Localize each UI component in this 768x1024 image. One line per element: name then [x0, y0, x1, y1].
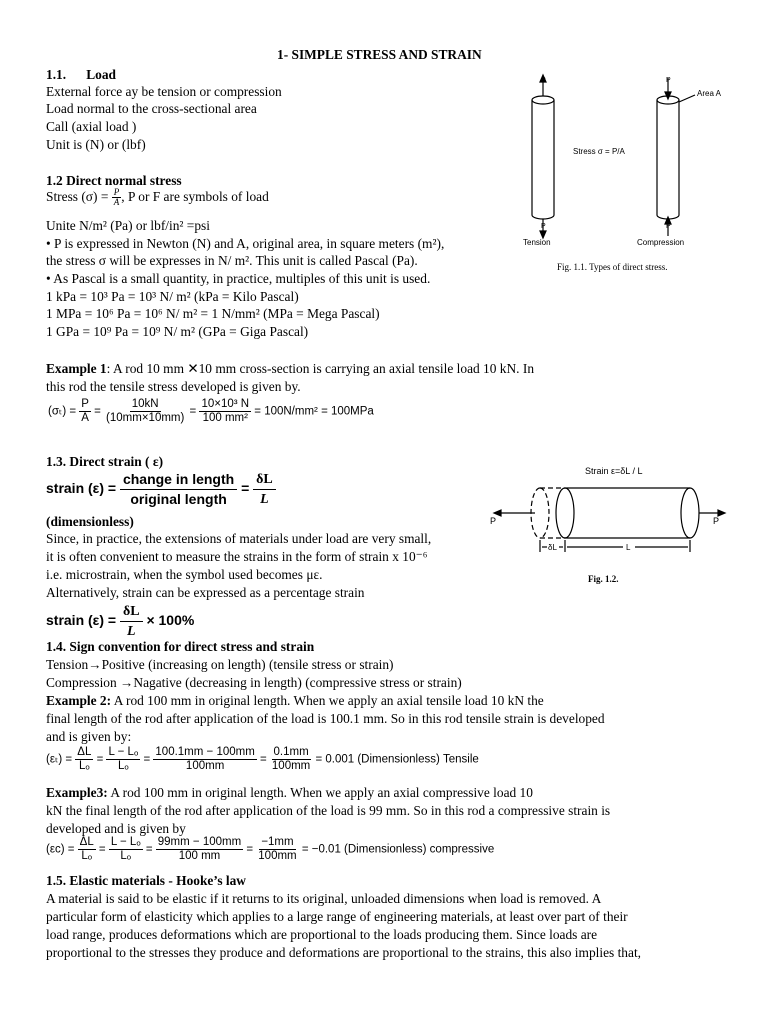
- ex3-frac-2: [109, 836, 143, 863]
- strain-para-3: i.e. microstrain, when the symbol used becomes με.: [46, 567, 323, 582]
- example-3-label: Example3:: [46, 785, 108, 800]
- ex2-f1-num: ΔL: [77, 746, 92, 758]
- ex3-rhs: = −0.01 (Dimensionless) compressive: [301, 843, 495, 856]
- example-3-text-3: developed and is given by: [46, 821, 186, 836]
- strain-frac2-num: δL: [253, 470, 276, 490]
- ex1-f1-den: A: [81, 412, 89, 424]
- ex2-f4-den: 100mm: [271, 760, 311, 772]
- ex2-f2-den: Lₒ: [118, 760, 129, 772]
- ex2-f3-num: 100.1mm − 100mm: [155, 746, 255, 758]
- ex2-lhs: (εₜ) =: [46, 753, 73, 766]
- ex1-frac-3: [199, 398, 251, 425]
- sign-tension: Tension→Positive (increasing on length) (tensile stress or strain): [46, 657, 394, 672]
- ex2-frac-4: [270, 746, 312, 773]
- section-1-5-heading: 1.5. Elastic materials - Hooke’s law: [46, 873, 246, 888]
- fig-1-2-diagram: [485, 460, 735, 590]
- pct-suffix: × 100%: [146, 612, 195, 629]
- section-1-2-heading: 1.2 Direct normal stress: [46, 173, 182, 188]
- fig11-tension-label: Tension: [523, 238, 551, 247]
- section-1-1-heading: [46, 66, 116, 84]
- ex1-f3-den: 100 mm²: [202, 412, 248, 424]
- ex1-f1-num: P: [81, 398, 89, 410]
- ex2-frac-2: [106, 746, 140, 773]
- gpa-line: 1 GPa = 10⁹ Pa = 10⁹ N/ m² (GPa = Giga Pascal): [46, 324, 309, 339]
- pct-prefix: strain (ε) =: [46, 612, 117, 629]
- ex2-frac-3: [153, 746, 256, 773]
- fig11-stress-label: Stress σ = P/A: [573, 147, 625, 156]
- ex1-f2-den: (10mm×10mm): [106, 412, 185, 424]
- ex3-frac-3: [156, 836, 243, 863]
- dimensionless-label: (dimensionless): [46, 514, 134, 529]
- bullet-1b: the stress σ will be expresses in N/ m². This unit is called Pascal (Pa).: [46, 253, 418, 268]
- ex3-f3-num: 99mm − 100mm: [157, 836, 242, 848]
- example-2-label: Example 2:: [46, 693, 112, 708]
- ex3-f4-den: 100mm: [258, 850, 297, 862]
- section-1-3-heading: 1.3. Direct strain ( ε): [46, 454, 164, 469]
- ex1-frac-2: [104, 398, 186, 425]
- fig12-p-right: P: [713, 516, 720, 526]
- ex3-f2-num: L − Lₒ: [110, 836, 141, 848]
- stress-fraction: [112, 188, 122, 207]
- stress-frac-num: P: [113, 187, 120, 198]
- stress-frac-den: A: [113, 197, 120, 208]
- ex1-frac-1: [79, 398, 91, 425]
- ex3-frac-1: [78, 836, 96, 863]
- load-line-2: Load normal to the cross-sectional area: [46, 101, 257, 116]
- fig12-strain-label: Strain ε=δL / L: [585, 466, 643, 476]
- example-1-equation: (σₜ) = $\frac{P}{A}$ = $\frac{10kN}{(10mm\times 10mm)}$ = $\frac{\text{10×10³ N}}{\text{100 mm²}}$ = 100N/mm² = 100MPa: [48, 398, 374, 424]
- example-2-text-2: final length of the rod after application of the load is 100.1 mm. So in this rod tensile strain is developed: [46, 711, 605, 726]
- percent-strain: [46, 602, 194, 641]
- sign-compression: Compression →Nagative (decreasing in length) (compressive stress or strain): [46, 675, 462, 690]
- example-1-text-1: : A rod 10 mm ✕10 mm cross-section is carrying an axial tensile load 10 kN. In: [106, 361, 535, 376]
- fig12-dl-label: δL: [548, 543, 557, 552]
- example-1-label: Example 1: [46, 361, 107, 376]
- ex2-f3-den: 100mm: [185, 760, 225, 772]
- example-3-text-2: kN the final length of the rod after application of the load is 99 mm. So in this rod a compressive strain is: [46, 803, 611, 818]
- strain-frac-den: original length: [130, 491, 227, 507]
- fig11-area-label: Area A: [697, 89, 722, 98]
- example-3-text-1: A rod 100 mm in original length. When we apply an axial compressive load 10: [107, 785, 533, 800]
- ex1-rhs: = 100N/mm² = 100MPa: [254, 405, 374, 418]
- ex2-f1-den: Lₒ: [78, 760, 90, 772]
- example-2-line-1: [46, 692, 544, 710]
- stress-prefix: Stress (σ) =: [46, 189, 109, 204]
- ex3-f1-den: Lₒ: [81, 850, 93, 862]
- load-line-1: External force ay be tension or compression: [46, 84, 282, 99]
- ex1-f2-num: 10kN: [131, 398, 159, 410]
- example-3-equation: (εc) = $\frac{\Delta L}{\text{Lₒ}}$ = $\frac{\text{L − Lₒ}}{\text{Lₒ}}$ = $\frac{99mm - 100mm}{100 mm}$ = $\frac{-1mm}{100mm}$ = −0.01 (Dimensionless) compressive: [46, 836, 495, 862]
- page-title: 1- SIMPLE STRESS AND STRAIN: [277, 47, 482, 62]
- stress-definition: [46, 188, 269, 207]
- fig11-compression-label: Compression: [637, 238, 685, 247]
- example-1-line-1: [46, 360, 534, 378]
- strain-prefix: strain (ε) =: [46, 480, 117, 497]
- hooke-line-3: load range, produces deformations which are proportional to the loads producing them. Since loads are: [46, 927, 598, 942]
- stress-suffix: , P or F are symbols of load: [121, 189, 269, 204]
- pct-frac-den: L: [126, 624, 136, 639]
- example-3-line-1: [46, 784, 533, 802]
- fig12-p-left: P: [490, 516, 497, 526]
- tension-cylinder: [532, 75, 554, 238]
- fig-1-1-diagram: [515, 70, 735, 280]
- ex1-f3-num: 10×10³ N: [201, 398, 250, 410]
- ex2-frac-1: [75, 746, 93, 773]
- fig11-caption: Fig. 1.1. Types of direct stress.: [557, 262, 668, 272]
- ex3-lhs: (εc) =: [46, 843, 75, 856]
- hooke-line-2: particular form of elasticity which applies to a large range of engineering materials, at least over part of their: [46, 909, 628, 924]
- ex3-f3-den: 100 mm: [178, 850, 221, 862]
- ex1-lhs: (σₜ) =: [48, 405, 77, 418]
- ex3-f1-num: ΔL: [79, 836, 94, 848]
- example-2-text-1: A rod 100 mm in original length. When we apply an axial tensile load 10 kN the: [111, 693, 544, 708]
- example-1-text-2: this rod the tensile stress developed is given by.: [46, 379, 301, 394]
- bullet-2: • As Pascal is a small quantity, in practice, multiples of this unit is used.: [46, 271, 431, 286]
- section-1-4-heading: 1.4. Sign convention for direct stress and strain: [46, 639, 315, 654]
- strain-frac-num: change in length: [120, 470, 237, 490]
- strain-cylinder: [494, 488, 725, 552]
- ex3-f4-num: −1mm: [261, 836, 294, 848]
- ex2-f4-num: 0.1mm: [273, 746, 309, 758]
- strain-frac2-den: L: [260, 492, 269, 507]
- section-number: 1.1.: [46, 67, 67, 82]
- hooke-line-4: proportional to the stresses they produce and deformations are proportional to the strains, this also implies that,: [46, 945, 642, 960]
- fig12-l-label: L: [626, 543, 631, 552]
- kpa-line: 1 kPa = 10³ Pa = 10³ N/ m² (kPa = Kilo Pascal): [46, 289, 299, 304]
- pct-frac-num: δL: [120, 602, 143, 622]
- strain-fraction: [120, 470, 237, 509]
- ex2-f2-num: L − Lₒ: [108, 746, 139, 758]
- pct-fraction: [120, 602, 143, 641]
- strain-para-1: Since, in practice, the extensions of materials under load are very small,: [46, 531, 432, 546]
- example-2-text-3: and is given by:: [46, 729, 132, 744]
- ex3-f2-den: Lₒ: [120, 850, 132, 862]
- strain-fraction-2: [253, 470, 276, 509]
- load-line-3: Call (axial load ): [46, 119, 137, 134]
- fig11-p-bottom-right: P: [666, 223, 671, 230]
- strain-para-2: it is often convenient to measure the strains in the form of strain x 10⁻⁶: [46, 549, 428, 564]
- bullet-1a: • P is expressed in Newton (N) and A, original area, in square meters (m²),: [46, 236, 445, 251]
- fig11-p-top-right: P: [666, 77, 671, 84]
- strain-para-4: Alternatively, strain can be expressed as a percentage strain: [46, 585, 365, 600]
- load-line-4: Unit is (N) or (lbf): [46, 137, 146, 152]
- strain-definition: strain (ε) = $\frac{\text{change in length}}{\text{original length}}$ = $\frac{\delta L}{L}$: [46, 470, 276, 509]
- example-2-equation: (εₜ) = $\frac{\Delta L}{\text{Lₒ}}$ = $\frac{\text{L − Lₒ}}{\text{Lₒ}}$ = $\frac{100.1mm - 100mm}{100mm}$ = $\frac{0.1mm}{100mm}$ = 0.001 (Dimensionless) Tensile: [46, 746, 479, 772]
- fig12-caption: Fig. 1.2.: [588, 574, 619, 584]
- section-title: Load: [86, 67, 116, 82]
- mpa-line: 1 MPa = 10⁶ Pa = 10⁶ N/ m² = 1 N/mm² (MPa = Mega Pascal): [46, 306, 380, 321]
- hooke-line-1: A material is said to be elastic if it returns to its original, unloaded dimensions when load is removed. A: [46, 891, 602, 906]
- ex3-frac-4: [256, 836, 298, 863]
- fig11-p-bottom-left: P: [541, 223, 546, 230]
- stress-unit-line: Unite N/m² (Pa) or lbf/in² =psi: [46, 218, 210, 233]
- compression-cylinder: [657, 78, 695, 236]
- ex2-rhs: = 0.001 (Dimensionless) Tensile: [315, 753, 479, 766]
- fig11-p-top-left: P: [541, 77, 546, 84]
